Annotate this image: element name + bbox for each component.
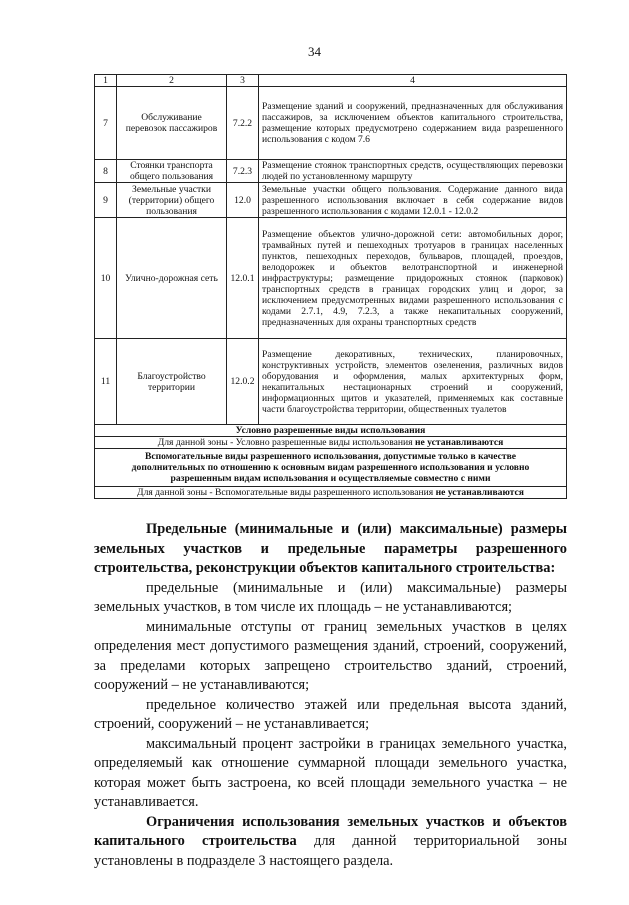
row-number: 10 [95, 218, 117, 339]
auxiliary-note-row [95, 487, 567, 499]
auxiliary-heading: Вспомогательные виды разрешенного использования, допустимые только в качестве дополнительных по отношению к основным видам разрешенного использования и условно разрешенным видам использования и осуществляемые совместно с ними [95, 449, 567, 487]
paragraph: минимальные отступы от границ земельных участков в целях определения мест допустимого размещения зданий, строений, сооружений, за пределами которых запрещено строительство зданий, строений, сооружений – не устанавливаются; [94, 618, 567, 693]
restrictions-heading: Ограничения использования земельных участков и объектов капитального строительства [94, 813, 567, 849]
use-code: 12.0.1 [227, 218, 259, 339]
row-number: 7 [95, 87, 117, 160]
auxiliary-note [95, 487, 567, 499]
use-description: Земельные участки общего пользования. Содержание данного вида разрешенного использования включает в себя содержание видов разрешенного использования с кодами 12.0.1 - 12.0.2 [259, 183, 567, 218]
row-number: 8 [95, 160, 117, 183]
paragraph: максимальный процент застройки в границах земельного участка, определяемый как отношение суммарной площади земельного участка, которая может быть застроена, ко всей площади земельного участка – не устанавливается. [94, 735, 567, 810]
use-code: 7.2.2 [227, 87, 259, 160]
permitted-use-table [94, 74, 567, 499]
use-name: Земельные участки (территории) общего пользования [117, 183, 227, 218]
row-number: 11 [95, 339, 117, 425]
use-code: 12.0 [227, 183, 259, 218]
use-description: Размещение стоянок транспортных средств, осуществляющих перевозки людей по установленному маршруту [259, 160, 567, 183]
conditional-heading-row [95, 425, 567, 437]
use-name: Стоянки транспорта общего пользования [117, 160, 227, 183]
paragraph: предельное количество этажей или предельная высота зданий, строений, сооружений – не устанавливается; [94, 696, 567, 732]
use-name: Обслуживание перевозок пассажиров [117, 87, 227, 160]
auxiliary-heading-row [95, 449, 567, 487]
regulations-text [94, 520, 567, 871]
conditional-note-text: Для данной зоны - Условно разрешенные виды использования [157, 437, 413, 448]
header-cell: 3 [227, 75, 259, 87]
use-description: Размещение зданий и сооружений, предназначенных для обслуживания пассажиров, за исключением объектов капитального строительства, размещение которых предусмотрено содержанием вида разрешенного использования с кодом 7.6 [259, 87, 567, 160]
use-code: 7.2.3 [227, 160, 259, 183]
table-row [95, 87, 567, 160]
row-number: 9 [95, 183, 117, 218]
table-row [95, 339, 567, 425]
table-row [95, 218, 567, 339]
use-description: Размещение объектов улично-дорожной сети: автомобильных дорог, трамвайных путей и пешеходных тротуаров в границах населенных пунктов, пешеходных переходов, бульваров, площадей, проездов, велодорожек и объектов велотранспортной и инженерной инфраструктуры; размещение придорожных стоянок (парковок) транспортных средств в границах городских улиц и дорог, за исключением предусмотренных видами разрешенного использования с кодами 2.7.1, 4.9, 7.2.3, а также некапитальных сооружений, предназначенных для охраны транспортных средств [259, 218, 567, 339]
table-row [95, 183, 567, 218]
auxiliary-note-text: Для данной зоны - Вспомогательные виды разрешенного использования [137, 487, 434, 498]
restrictions-text: для данной территориальной зоны установлены в подразделе 3 настоящего раздела. [94, 833, 567, 869]
header-cell: 1 [95, 75, 117, 87]
page-number: 34 [308, 44, 321, 59]
auxiliary-note-status: не устанавливаются [435, 487, 524, 498]
use-name: Улично-дорожная сеть [117, 218, 227, 339]
conditional-note-status: не устанавливаются [414, 437, 504, 448]
header-cell: 4 [259, 75, 567, 87]
header-cell: 2 [117, 75, 227, 87]
paragraph: предельные (минимальные и (или) максимальные) размеры земельных участков, в том числе их площадь – не устанавливаются; [94, 579, 567, 615]
conditional-note [95, 437, 567, 449]
table-header-row [95, 75, 567, 87]
table-row [95, 160, 567, 183]
use-name: Благоустройство территории [117, 339, 227, 425]
conditional-note-row [95, 437, 567, 449]
use-code: 12.0.2 [227, 339, 259, 425]
use-description: Размещение декоративных, технических, планировочных, конструктивных устройств, элементов озеленения, различных видов оборудования и оформления, малых архитектурных форм, некапитальных нестационарных строений и сооружений, информационных щитов и указателей, применяемых как составные части благоустройства территории, общественных туалетов [259, 339, 567, 425]
limits-heading: Предельные (минимальные и (или) максимальные) размеры земельных участков и предельные параметры разрешенного строительства, реконструкции объектов капитального строительства: [94, 521, 567, 576]
restrictions-paragraph [94, 813, 567, 872]
conditional-heading: Условно разрешенные виды использования [95, 425, 567, 437]
